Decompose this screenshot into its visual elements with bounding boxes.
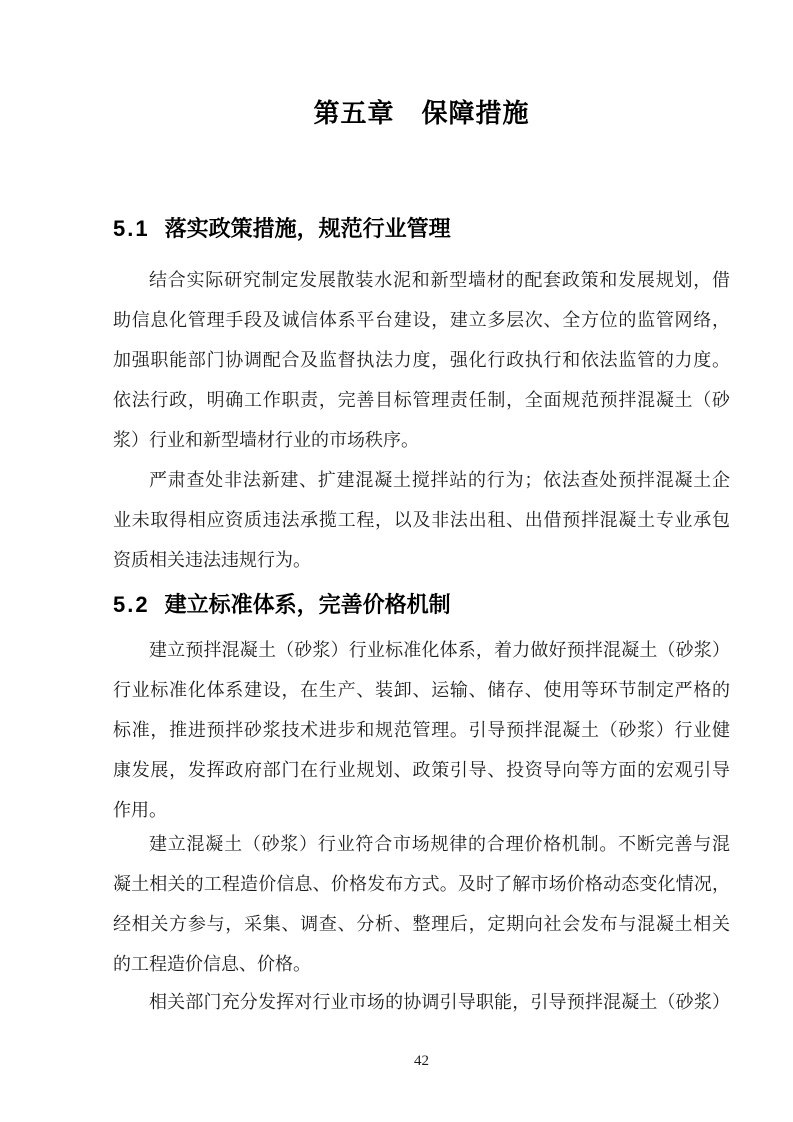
section-heading-5-2 xyxy=(113,590,730,620)
paragraph-line: 业未取得相应资质违法承揽工程，以及非法出租、出借预拌混凝土专业承包 xyxy=(113,510,730,530)
paragraph-line: 严肃查处非法新建、扩建混凝土搅拌站的行为；依法查处预拌混凝土企 xyxy=(149,470,730,490)
paragraph-line: 助信息化管理手段及诚信体系平台建设，建立多层次、全方位的监管网络， xyxy=(113,310,730,330)
page-number: 42 xyxy=(414,1053,429,1069)
paragraph xyxy=(113,824,730,984)
paragraph xyxy=(113,630,730,830)
paragraph-line: 相关部门充分发挥对行业市场的协调引导职能，引导预拌混凝土（砂浆） xyxy=(149,992,730,1012)
paragraph-line: 行业标准化体系建设，在生产、装卸、运输、储存、使用等环节制定严格的 xyxy=(113,680,730,700)
paragraph-line: 凝土相关的工程造价信息、价格发布方式。及时了解市场价格动态变化情况， xyxy=(113,874,730,894)
paragraph-line: 加强职能部门协调配合及监督执法力度，强化行政执行和依法监管的力度。 xyxy=(113,350,730,370)
section-number: 5.1 xyxy=(113,216,150,241)
paragraph-line: 建立预拌混凝土（砂浆）行业标准化体系，着力做好预拌混凝土（砂浆） xyxy=(149,640,730,660)
paragraph-line: 资质相关违法违规行为。 xyxy=(113,550,311,570)
paragraph-line: 结合实际研究制定发展散装水泥和新型墙材的配套政策和发展规划，借 xyxy=(149,270,730,290)
paragraph-line: 建立混凝土（砂浆）行业符合市场规律的合理价格机制。不断完善与混 xyxy=(149,834,730,854)
chapter-title: 第五章 保障措施 xyxy=(313,98,530,128)
paragraph-line: 标准，推进预拌砂浆技术进步和规范管理。引导预拌混凝土（砂浆）行业健 xyxy=(113,720,730,740)
paragraph-line: 作用。 xyxy=(113,800,167,820)
paragraph-line: 浆）行业和新型墙材行业的市场秩序。 xyxy=(113,430,419,450)
paragraph xyxy=(113,260,730,460)
paragraph-line: 依法行政，明确工作职责，完善目标管理责任制，全面规范预拌混凝土（砂 xyxy=(113,390,730,410)
paragraph-line: 经相关方参与，采集、调查、分析、整理后，定期向社会发布与混凝土相关 xyxy=(113,914,730,934)
paragraph xyxy=(113,460,730,580)
paragraph-line: 康发展，发挥政府部门在行业规划、政策引导、投资导向等方面的宏观引导 xyxy=(113,760,730,780)
section-title: 落实政策措施，规范行业管理 xyxy=(164,216,451,241)
section-number: 5.2 xyxy=(113,592,150,617)
section-title: 建立标准体系，完善价格机制 xyxy=(164,592,451,617)
paragraph-line: 的工程造价信息、价格。 xyxy=(113,954,311,974)
section-heading-5-1 xyxy=(113,214,730,244)
paragraph xyxy=(113,982,730,1022)
